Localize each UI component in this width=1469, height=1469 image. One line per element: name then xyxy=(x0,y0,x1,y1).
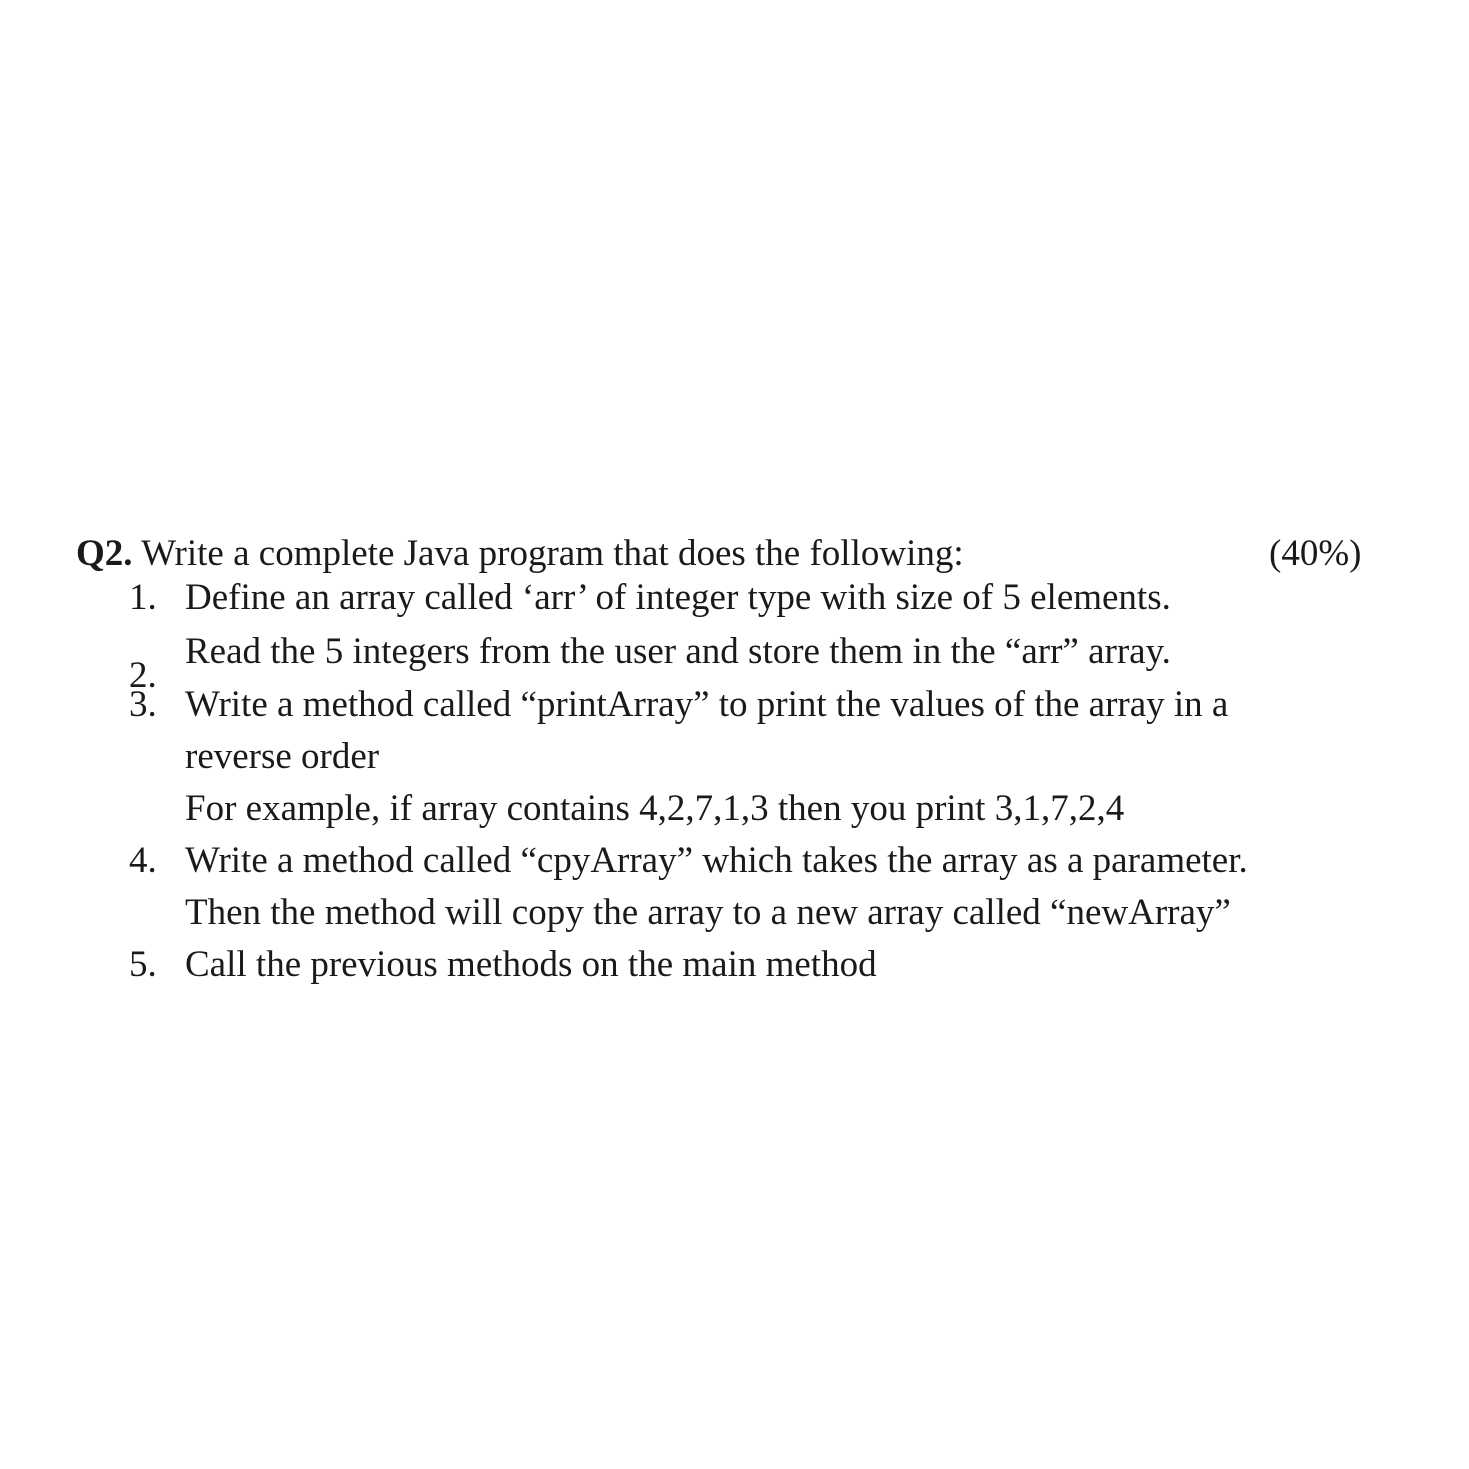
task-text: Call the previous methods on the main method xyxy=(185,944,877,985)
task-number: 5. xyxy=(129,944,157,985)
task-item-3 xyxy=(76,679,1376,835)
task-item-5 xyxy=(76,939,1376,991)
question-weight: (40%) xyxy=(1269,533,1362,574)
question-number: Q2. xyxy=(76,533,133,574)
task-number: 3. xyxy=(129,684,157,725)
task-number: 1. xyxy=(129,577,157,618)
task-item-1 xyxy=(76,574,1376,622)
task-number: 2. xyxy=(129,655,157,696)
question-block xyxy=(76,530,1376,991)
task-text-continued: reverse order xyxy=(185,736,380,777)
task-text-continued: Then the method will copy the array to a new array called “newArray” xyxy=(185,892,1231,933)
task-text: Write a method called “printArray” to print the values of the array in a xyxy=(185,684,1229,725)
question-prompt: Write a complete Java program that does the following: xyxy=(132,533,964,574)
task-item-4 xyxy=(76,835,1376,939)
task-text: Write a method called “cpyArray” which takes the array as a parameter. xyxy=(185,840,1248,881)
task-text: Define an array called ‘arr’ of integer type with size of 5 elements. xyxy=(185,577,1171,618)
task-list: 1. Define an array called ‘arr’ of integer type with size of 5 elements. 2. Read the 5 integers from the user and store them in the “arr” array. 3. Write a method called “printArray” to print the values of the array in a reverse order For example, if array contains 4,2,7,1,3 then you print 3,1,7,2,4 4. Write a method called “cpyArray” which takes the array as a parameter. Then the method will copy the array to a new array called “newArray” 5. Call the previous methods on the main method xyxy=(76,574,1376,991)
task-example: For example, if array contains 4,2,7,1,3 then you print 3,1,7,2,4 xyxy=(185,788,1125,829)
question-header xyxy=(76,530,1376,578)
task-number: 4. xyxy=(129,840,157,881)
